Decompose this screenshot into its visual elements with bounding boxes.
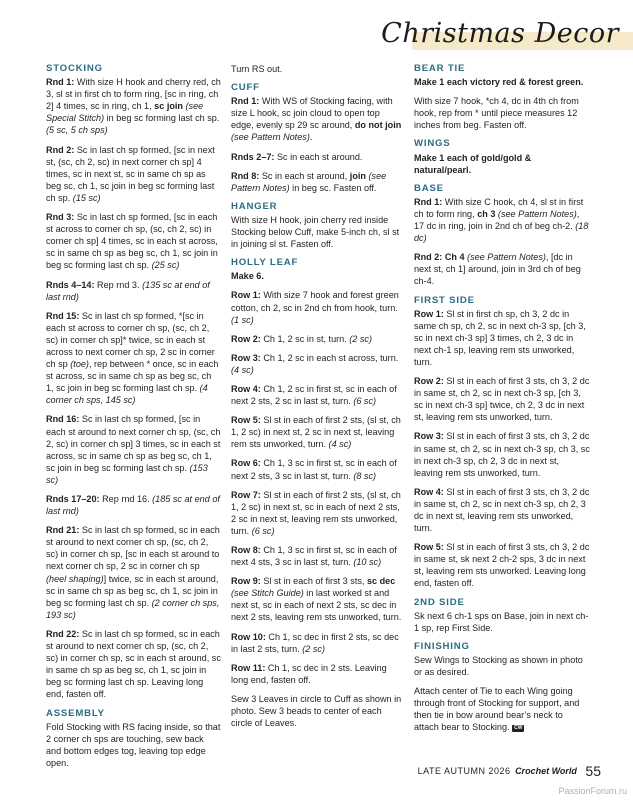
banner-title: Christmas Decor [381,18,619,49]
cuff-rnds-2-7: Rnds 2–7: Sc in each st around. [231,151,363,162]
hanger-heading: HANGER [231,200,278,212]
holly-row-10: Row 10: Ch 1, sc dec in first 2 sts, sc dec in last 2 sts, turn. (2 sc) [231,631,399,654]
stocking-rnd-22: Rnd 22: Sc in last ch sp formed, sc in each st around to next corner ch sp, (sc, ch 2, sc) in corner ch sp, sc in each st around, sc in same ch sp as beg sc, ch 1, sc join in beg sc forming last ch sp. Leaving long end, fasten off. [46,628,221,700]
holly-row-1: Row 1: With size 7 hook and forest green cotton, ch 2, sc in 2nd ch from hook, turn. (1 sc) [231,290,399,325]
cuff-rnd-1: Rnd 1: With WS of Stocking facing, with size L hook, sc join cloud to open top edge, evenly sp 29 sc around, do not join (see Pattern Notes). [231,96,402,143]
holly-row-7: Row 7: Sl st in each of first 2 sts, (sl st, ch 1, 2 sc) in next st, sc in each of next 2 sts, 2 sc in next st, leaving rem sts unworked, turn. (6 sc) [231,489,401,536]
bear-tie-make: Make 1 each victory red & forest green. [414,77,584,88]
finishing-text-2: Attach center of Tie to each Wing going through front of Stocking for support, and then tie in bow around bear’s neck to attach bear to Stocking. CW [414,686,580,733]
stocking-rnd-16: Rnd 16: Sc in last ch sp formed, [sc in each st around to next corner ch sp, (sc, ch 2, sc) in corner ch sp] 3 times, sc in each st across, sc in same ch sp as beg sc, ch 1, sc join in beg sc forming last ch sp. (153 sc) [46,414,221,485]
assembly-heading: ASSEMBLY [46,707,105,719]
stocking-rnd-15: Rnd 15: Sc in last ch sp formed, *[sc in each st across to corner ch sp, (sc, ch 2, sc) in corner ch sp]* twice, sc in each st across to next corner ch sp, 2 sc in corner ch sp (toe), rep between * once, sc in each st across, sc in same ch sp as beg sc, ch 1, sc join in beg sc forming last ch sp. (4 corner ch sps, 145 sc) [46,310,219,406]
stocking-rnd-21: Rnd 21: Sc in last ch sp formed, sc in each st around to next corner ch sp, (sc, ch 2, sc) in corner ch sp, [sc in each st around to next corner ch sp, 2 sc in corner ch sp (heel shaping)] twice, sc in each st around, sc in same ch sp as beg sc, ch 1, sc join in beg sc forming last ch sp. (2 corner ch sps, 193 sc) [46,525,220,620]
cuff-rnd-8: Rnd 8: Sc in each st around, join (see Pattern Notes) in beg sc. Fasten off. [231,170,387,193]
finishing-heading: FINISHING [414,640,470,652]
stocking-rnd-2: Rnd 2: Sc in last ch sp formed, [sc in next st, (sc, ch 2, sc) in next corner ch sp] 4 times, sc in next st, sc in same ch sp as beg sc, ch 1, sc join in beg sc forming last ch sp. (15 sc) [46,144,215,203]
stocking-rnds-17-20: Rnds 17–20: Rep rnd 16. (185 sc at end of last rnd) [46,494,220,517]
holly-row-2: Row 2: Ch 1, 2 sc in st, turn. (2 sc) [231,333,372,344]
first-side-heading: FIRST SIDE [414,294,475,306]
base-rnd-1: Rnd 1: With size C hook, ch 4, sl st in first ch to form ring, ch 3 (see Pattern Notes), 17 dc in ring, join in 2nd ch of beg ch-2. (18 dc) [414,196,589,244]
holly-heading: HOLLY LEAF [231,257,299,269]
hanger-text: With size H hook, join cherry red inside Stocking below Cuff, make 5-inch ch, sl st in joining sl st. Fasten off. [231,214,400,250]
column-1 [46,63,221,776]
page-footer [418,763,601,779]
stocking-rnd-3: Rnd 3: Sc in last ch sp formed, [sc in each st across to corner ch sp, (sc, ch 2, sc) in corner ch sp] 4 times, sc in each st across, sc in same ch sp as beg sc, ch 1, sc join in beg sc forming last ch sp. (25 sc) [46,212,218,271]
holly-row-3: Row 3: Ch 1, 2 sc in each st across, turn. (4 sc) [231,352,399,375]
assembly-text: Fold Stocking with RS facing inside, so that 2 corner ch sps are touching, sew back and bottom edges tog, leaving top edge open. [46,721,221,768]
holly-row-9: Row 9: Sl st in each of first 3 sts, sc dec (see Stitch Guide) in last worked st and next st, sc in each of next 2 sts, sc dec in next 2 sts, leaving rem sts unworked, turn. [231,576,402,623]
first-side-row-3: Row 3: Sl st in each of first 3 sts, ch 3, 2 dc in same st, ch 2, sc in next ch-3 sp, ch 3, sc in next ch-3 sp, ch 2, 3 dc in next st, leaving rem sts unworked, turn. [414,431,590,478]
end-mark-icon: CW [514,725,523,732]
base-heading: BASE [414,182,444,194]
watermark: PassionForum.ru [558,786,627,796]
holly-row-11: Row 11: Ch 1, sc dec in 2 sts. Leaving long end, fasten off. [231,662,387,685]
first-side-row-1: Row 1: Sl st in first ch sp, ch 3, 2 dc in same ch sp, ch 2, sc in next ch-3 sp, [ch 3, sc in next ch-3 sp] 3 times, ch 2, 3 dc in next ch-1 sp, leaving rem sts unworked, turn. [414,308,586,367]
holly-row-5: Row 5: Sl st in each of first 2 sts, (sl st, ch 1, 2 sc) in next st, 2 sc in next st, leaving rem sts unworked, turn. (4 sc) [231,415,401,450]
stocking-rnd-1: Rnd 1: With size H hook and cherry red, ch 3, sl st in first ch to form ring, [sc in ring, ch 2] 4 times, sc in ring, ch 1, sc join (see Special Stitch) in beg sc forming last ch sp. (5 sc, 5 ch sps) [46,77,221,136]
holly-row-8: Row 8: Ch 1, 3 sc in first st, sc in each of next 4 sts, 3 sc in last st, turn. (10 sc) [231,545,397,568]
stocking-rnds-4-14: Rnds 4–14: Rep rnd 3. (135 sc at end of last rnd) [46,279,210,302]
section-banner [381,12,633,52]
cuff-heading: CUFF [231,82,260,94]
bear-tie-text: With size 7 hook, *ch 4, dc in 4th ch from hook, rep from * until piece measures 12 inches from beg. Fasten off. [414,96,579,131]
first-side-row-2: Row 2: Sl st in each of first 3 sts, ch 3, 2 dc in same st, ch 2, sc in next ch-3 sp, [ch 3, sc in next ch-3 sp] twice, ch 2, 3 dc in next st, leaving rem sts unworked, turn. [414,376,590,423]
page-number: 55 [585,763,601,779]
holly-row-6: Row 6: Ch 1, 3 sc in first st, sc in each of next 2 sts, 3 sc in last st, turn. (8 sc) [231,458,397,481]
column-3 [414,63,590,741]
finishing-text-1: Sew Wings to Stocking as shown in photo or as desired. [414,654,583,678]
wings-heading: WINGS [414,138,451,150]
footer-magazine: Crochet World [515,766,577,776]
wings-make: Make 1 each of gold/gold & natural/pearl. [414,152,532,175]
holly-finish: Sew 3 Leaves in circle to Cuff as shown in photo. Sew 3 beads to center of each circle of Leaves. [231,693,402,729]
column-2 [231,63,403,736]
bear-tie-heading: BEAR TIE [414,63,466,74]
stocking-heading: STOCKING [46,63,103,74]
second-side-heading: 2ND SIDE [414,596,465,608]
footer-season: LATE AUTUMN 2026 [417,766,511,776]
second-side-text: Sk next 6 ch-1 sps on Base, join in next ch-1 sp, rep First Side. [414,610,589,633]
holly-row-4: Row 4: Ch 1, 2 sc in first st, sc in each of next 2 sts, 2 sc in last st, turn. (6 sc) [231,383,397,407]
holly-make: Make 6. [231,271,264,282]
first-side-row-5: Row 5: Sl st in each of first 3 sts, ch 3, 2 dc in same st, sk next 2 ch-2 sps, 3 dc in next st, leaving rem sts unworked. Leaving long end, fasten off. [414,542,590,589]
base-rnd-2: Rnd 2: Ch 4 (see Pattern Notes), [dc in next st, ch 1] around, join in 3rd ch of beg ch-4. [414,252,581,287]
assembly-turn: Turn RS out. [231,64,283,74]
first-side-row-4: Row 4: Sl st in each of first 3 sts, ch 3, 2 dc in same st, ch 2, sc in next ch-3 sp, ch 2, 3 dc in next st, leaving rem sts unworked, turn. [414,486,590,534]
